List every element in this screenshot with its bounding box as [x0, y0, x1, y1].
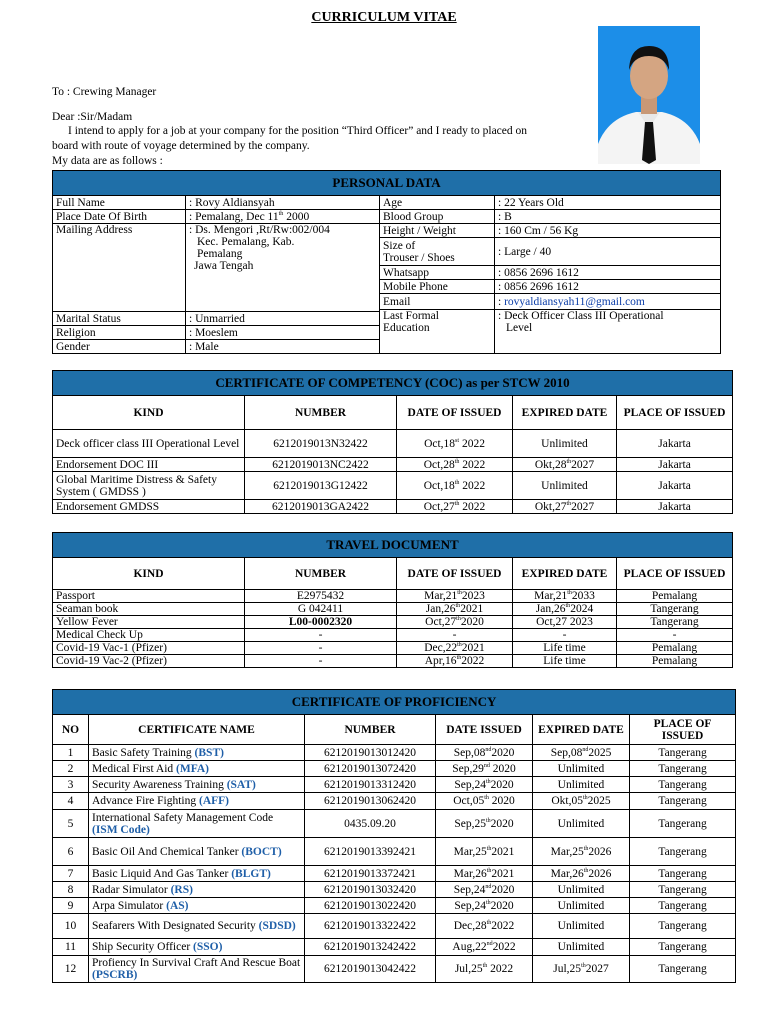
travel-place: Tangerang	[617, 603, 733, 616]
proficiency-expired-date: Jul,25th2027	[533, 956, 630, 983]
proficiency-place: Tangerang	[630, 838, 736, 866]
proficiency-heading: CERTIFICATE OF PROFICIENCY	[53, 690, 736, 715]
proficiency-col-header: EXPIRED DATE	[533, 715, 630, 745]
coc-col-header: DATE OF ISSUED	[397, 396, 513, 430]
table-row	[53, 500, 733, 514]
travel-kind: Passport	[53, 590, 245, 603]
travel-number: L00-0002320	[245, 616, 397, 629]
personal-data-table	[52, 170, 721, 354]
size-label: Size of Trouser / Shoes	[380, 238, 495, 266]
travel-number: -	[245, 642, 397, 655]
coc-expired-date: Unlimited	[513, 430, 617, 458]
proficiency-name: Seafarers With Designated Security (SDSD)	[89, 914, 305, 939]
travel-col-header: PLACE OF ISSUED	[617, 558, 733, 590]
blood-value: : B	[495, 210, 721, 224]
proficiency-no: 9	[53, 898, 89, 914]
coc-date-issued: Oct,27th 2022	[397, 500, 513, 514]
proficiency-no: 6	[53, 838, 89, 866]
proficiency-name: Security Awareness Training (SAT)	[89, 777, 305, 793]
proficiency-place: Tangerang	[630, 939, 736, 956]
travel-document-table	[52, 532, 733, 668]
travel-number: -	[245, 655, 397, 668]
birth-value: : Pemalang, Dec 11th 2000	[186, 210, 380, 224]
whatsapp-value: : 0856 2696 1612	[495, 266, 721, 280]
email-link[interactable]: rovyaldiansyah11@gmail.com	[504, 295, 645, 308]
travel-date-issued: Jan,26th2021	[397, 603, 513, 616]
height-weight-value: : 160 Cm / 56 Kg	[495, 224, 721, 238]
greeting-line: Dear :Sir/Madam	[52, 111, 133, 123]
proficiency-number: 6212019013042422	[305, 956, 436, 983]
proficiency-name: Profiency In Survival Craft And Rescue Boat (PSCRB)	[89, 956, 305, 983]
proficiency-name: Medical First Aid (MFA)	[89, 761, 305, 777]
travel-place: Pemalang	[617, 642, 733, 655]
table-row	[53, 655, 733, 668]
whatsapp-label: Whatsapp	[380, 266, 495, 280]
proficiency-no: 1	[53, 745, 89, 761]
table-row	[53, 603, 733, 616]
marital-value: : Unmarried	[186, 312, 380, 326]
page-title: CURRICULUM VITAE	[311, 10, 457, 25]
proficiency-expired-date: Unlimited	[533, 939, 630, 956]
proficiency-col-header: NUMBER	[305, 715, 436, 745]
proficiency-number: 0435.09.20	[305, 810, 436, 838]
coc-place: Jakarta	[617, 472, 733, 500]
table-row	[53, 882, 736, 898]
full-name-value: : Rovy Aldiansyah	[186, 196, 380, 210]
proficiency-place: Tangerang	[630, 914, 736, 939]
proficiency-place: Tangerang	[630, 956, 736, 983]
coc-expired-date: Okt,27th2027	[513, 500, 617, 514]
proficiency-col-header: NO	[53, 715, 89, 745]
travel-kind: Medical Check Up	[53, 629, 245, 642]
proficiency-no: 11	[53, 939, 89, 956]
travel-place: Pemalang	[617, 655, 733, 668]
table-row	[53, 793, 736, 810]
proficiency-number: 6212019013322422	[305, 914, 436, 939]
table-row	[53, 838, 736, 866]
intro-text-line-2: board with route of voyage determined by the company.	[52, 140, 310, 152]
age-label: Age	[380, 196, 495, 210]
proficiency-date-issued: Sep,25th2020	[436, 810, 533, 838]
proficiency-number: 6212019013062420	[305, 793, 436, 810]
proficiency-name: Basic Safety Training (BST)	[89, 745, 305, 761]
proficiency-col-header: DATE ISSUED	[436, 715, 533, 745]
proficiency-number: 6212019013032420	[305, 882, 436, 898]
personal-data-heading: PERSONAL DATA	[53, 171, 721, 196]
recipient-line: To : Crewing Manager	[52, 86, 157, 98]
table-row	[53, 956, 736, 983]
travel-expired-date: Life time	[513, 655, 617, 668]
proficiency-place: Tangerang	[630, 777, 736, 793]
proficiency-number: 6212019013072420	[305, 761, 436, 777]
proficiency-no: 3	[53, 777, 89, 793]
proficiency-name: Advance Fire Fighting (AFF)	[89, 793, 305, 810]
table-row	[53, 761, 736, 777]
age-value: : 22 Years Old	[495, 196, 721, 210]
proficiency-place: Tangerang	[630, 793, 736, 810]
table-row	[53, 866, 736, 882]
proficiency-expired-date: Mar,26th2026	[533, 866, 630, 882]
intro-text-line-1: I intend to apply for a job at your company for the position “Third Officer” and I ready to placed on	[68, 125, 528, 137]
travel-place: Pemalang	[617, 590, 733, 603]
proficiency-table	[52, 689, 736, 983]
proficiency-expired-date: Unlimited	[533, 777, 630, 793]
proficiency-name: International Safety Management Code (ISM Code)	[89, 810, 305, 838]
travel-date-issued: Apr,16th2022	[397, 655, 513, 668]
proficiency-date-issued: Sep,24th2020	[436, 777, 533, 793]
gender-value: : Male	[186, 340, 380, 354]
intro-text-line-3: My data are as follows :	[52, 155, 163, 167]
coc-place: Jakarta	[617, 500, 733, 514]
table-row	[53, 777, 736, 793]
address-value: : Ds. Mengori ,Rt/Rw:002/004 Kec. Pemalang, Kab. Pemalang Jawa Tengah	[186, 224, 380, 312]
proficiency-name: Ship Security Officer (SSO)	[89, 939, 305, 956]
proficiency-date-issued: Oct,05th 2020	[436, 793, 533, 810]
proficiency-number: 6212019013312420	[305, 777, 436, 793]
travel-number: E2975432	[245, 590, 397, 603]
height-weight-label: Height / Weight	[380, 224, 495, 238]
religion-value: : Moeslem	[186, 326, 380, 340]
proficiency-date-issued: Mar,25th2021	[436, 838, 533, 866]
birth-label: Place Date Of Birth	[53, 210, 186, 224]
mobile-value: : 0856 2696 1612	[495, 280, 721, 294]
travel-col-header: EXPIRED DATE	[513, 558, 617, 590]
travel-date-issued: Mar,21th2023	[397, 590, 513, 603]
travel-col-header: NUMBER	[245, 558, 397, 590]
coc-col-header: EXPIRED DATE	[513, 396, 617, 430]
proficiency-no: 12	[53, 956, 89, 983]
travel-place: Tangerang	[617, 616, 733, 629]
proficiency-expired-date: Unlimited	[533, 761, 630, 777]
proficiency-name: Basic Liquid And Gas Tanker (BLGT)	[89, 866, 305, 882]
email-value[interactable]: : rovyaldiansyah11@gmail.com	[495, 294, 721, 310]
table-row	[53, 472, 733, 500]
travel-number: G 042411	[245, 603, 397, 616]
proficiency-name: Radar Simulator (RS)	[89, 882, 305, 898]
proficiency-expired-date: Mar,25th2026	[533, 838, 630, 866]
coc-col-header: NUMBER	[245, 396, 397, 430]
mobile-label: Mobile Phone	[380, 280, 495, 294]
proficiency-no: 8	[53, 882, 89, 898]
proficiency-no: 10	[53, 914, 89, 939]
address-label: Mailing Address	[53, 224, 186, 312]
coc-table	[52, 370, 733, 514]
travel-kind: Seaman book	[53, 603, 245, 616]
coc-date-issued: Oct,18th 2022	[397, 472, 513, 500]
coc-heading: CERTIFICATE OF COMPETENCY (COC) as per STCW 2010	[53, 371, 733, 396]
proficiency-no: 5	[53, 810, 89, 838]
travel-date-issued: Oct,27th2020	[397, 616, 513, 629]
coc-kind: Deck officer class III Operational Level	[53, 430, 245, 458]
proficiency-col-header: PLACE OF ISSUED	[630, 715, 736, 745]
table-row	[53, 616, 733, 629]
proficiency-no: 2	[53, 761, 89, 777]
travel-heading: TRAVEL DOCUMENT	[53, 533, 733, 558]
proficiency-expired-date: Unlimited	[533, 898, 630, 914]
gender-label: Gender	[53, 340, 186, 354]
proficiency-place: Tangerang	[630, 898, 736, 914]
proficiency-name: Basic Oil And Chemical Tanker (BOCT)	[89, 838, 305, 866]
coc-col-header: KIND	[53, 396, 245, 430]
travel-col-header: DATE OF ISSUED	[397, 558, 513, 590]
proficiency-col-header: CERTIFICATE NAME	[89, 715, 305, 745]
proficiency-place: Tangerang	[630, 745, 736, 761]
proficiency-no: 7	[53, 866, 89, 882]
proficiency-date-issued: Aug,22nd2022	[436, 939, 533, 956]
coc-date-issued: Oct,28th 2022	[397, 458, 513, 472]
profile-photo	[598, 26, 700, 164]
coc-number: 6212019013G12422	[245, 472, 397, 500]
proficiency-expired-date: Okt,05th2025	[533, 793, 630, 810]
proficiency-place: Tangerang	[630, 761, 736, 777]
table-row	[53, 458, 733, 472]
proficiency-date-issued: Sep,29nd 2020	[436, 761, 533, 777]
proficiency-expired-date: Sep,08nd2025	[533, 745, 630, 761]
proficiency-date-issued: Sep,24nd2020	[436, 882, 533, 898]
coc-expired-date: Okt,28th2027	[513, 458, 617, 472]
travel-expired-date: -	[513, 629, 617, 642]
table-row	[53, 745, 736, 761]
proficiency-date-issued: Mar,26th2021	[436, 866, 533, 882]
proficiency-name: Arpa Simulator (AS)	[89, 898, 305, 914]
table-row	[53, 629, 733, 642]
table-row	[53, 939, 736, 956]
proficiency-place: Tangerang	[630, 866, 736, 882]
proficiency-expired-date: Unlimited	[533, 882, 630, 898]
proficiency-place: Tangerang	[630, 810, 736, 838]
marital-label: Marital Status	[53, 312, 186, 326]
coc-kind: Endorsement DOC III	[53, 458, 245, 472]
coc-date-issued: Oct,18st 2022	[397, 430, 513, 458]
travel-expired-date: Life time	[513, 642, 617, 655]
travel-kind: Yellow Fever	[53, 616, 245, 629]
travel-expired-date: Jan,26th2024	[513, 603, 617, 616]
table-row	[53, 430, 733, 458]
proficiency-date-issued: Sep,08nd2020	[436, 745, 533, 761]
full-name-label: Full Name	[53, 196, 186, 210]
size-value: : Large / 40	[495, 238, 721, 266]
proficiency-date-issued: Dec,28th2022	[436, 914, 533, 939]
table-row	[53, 590, 733, 603]
proficiency-expired-date: Unlimited	[533, 914, 630, 939]
coc-place: Jakarta	[617, 430, 733, 458]
coc-kind: Endorsement GMDSS	[53, 500, 245, 514]
proficiency-date-issued: Sep,24th2020	[436, 898, 533, 914]
coc-number: 6212019013NC2422	[245, 458, 397, 472]
coc-number: 6212019013GA2422	[245, 500, 397, 514]
travel-col-header: KIND	[53, 558, 245, 590]
blood-label: Blood Group	[380, 210, 495, 224]
proficiency-number: 6212019013392421	[305, 838, 436, 866]
travel-expired-date: Oct,27 2023	[513, 616, 617, 629]
travel-kind: Covid-19 Vac-1 (Pfizer)	[53, 642, 245, 655]
email-label: Email	[380, 294, 495, 310]
proficiency-number: 6212019013372421	[305, 866, 436, 882]
coc-kind: Global Maritime Distress & Safety System ( GMDSS )	[53, 472, 245, 500]
travel-expired-date: Mar,21th2033	[513, 590, 617, 603]
travel-number: -	[245, 629, 397, 642]
table-row	[53, 898, 736, 914]
table-row	[53, 914, 736, 939]
religion-label: Religion	[53, 326, 186, 340]
table-row	[53, 810, 736, 838]
proficiency-expired-date: Unlimited	[533, 810, 630, 838]
table-row	[53, 642, 733, 655]
coc-col-header: PLACE OF ISSUED	[617, 396, 733, 430]
education-value: : Deck Officer Class III Operational Level	[495, 310, 721, 354]
proficiency-place: Tangerang	[630, 882, 736, 898]
education-label: Last Formal Education	[380, 310, 495, 354]
travel-date-issued: Dec,22th2021	[397, 642, 513, 655]
travel-place: -	[617, 629, 733, 642]
proficiency-number: 6212019013022420	[305, 898, 436, 914]
travel-kind: Covid-19 Vac-2 (Pfizer)	[53, 655, 245, 668]
proficiency-number: 6212019013242422	[305, 939, 436, 956]
coc-number: 6212019013N32422	[245, 430, 397, 458]
proficiency-number: 6212019013012420	[305, 745, 436, 761]
coc-expired-date: Unlimited	[513, 472, 617, 500]
proficiency-no: 4	[53, 793, 89, 810]
travel-date-issued: -	[397, 629, 513, 642]
proficiency-date-issued: Jul,25th 2022	[436, 956, 533, 983]
coc-place: Jakarta	[617, 458, 733, 472]
